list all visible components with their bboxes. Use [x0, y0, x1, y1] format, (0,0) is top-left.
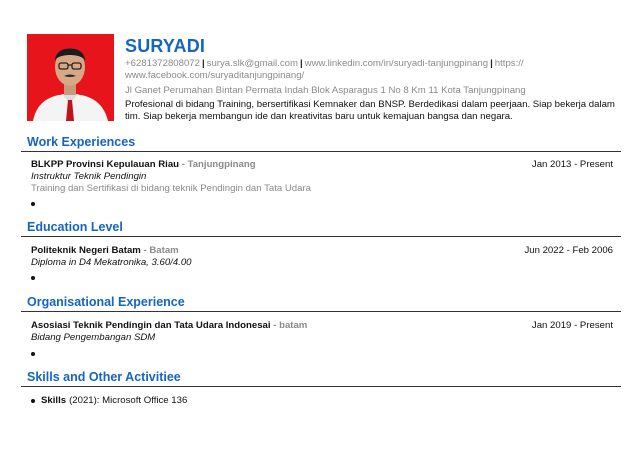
email-link[interactable]: surya.slk@gmail.com — [206, 58, 298, 69]
contact-line — [125, 58, 620, 82]
section-title-skills: Skills and Other Activitiee — [27, 370, 181, 384]
entry-header-row — [31, 320, 613, 332]
entry-org-line — [31, 245, 179, 257]
work-entry — [31, 159, 613, 195]
skill-item — [31, 395, 187, 406]
skill-label: Skills — [41, 395, 67, 406]
separator: | — [201, 58, 205, 69]
section-divider — [21, 386, 621, 387]
address: Jl Ganet Perumahan Bintan Permata Indah Blok Asparagus 1 No 8 Km 11 Kota Tanjungpinang — [125, 85, 526, 96]
separator: | — [490, 58, 493, 69]
entry-degree: Diploma in D4 Mekatronika, 3.60/4.00 — [31, 257, 192, 268]
entry-organization: Politeknik Negeri Batam — [31, 245, 141, 256]
entry-dates: Jan 2019 - Present — [531, 320, 613, 331]
phone-link[interactable]: +6281372808072 — [125, 58, 200, 69]
section-title-work: Work Experiences — [27, 135, 136, 149]
profile-summary: Profesional di bidang Training, bersertifikasi Kemnaker dan BNSP. Berdedikasi dalam peerjaan. Siap bekerja dalam tim. Siap bekerja membangun ide dan kreativitas baru untuk kemajuan bangsa dan negara. — [125, 99, 615, 122]
linkedin-link[interactable]: www.linkedin.com/in/suryadi-tanjungpinang — [304, 58, 489, 69]
skill-value: Microsoft Office 136 — [102, 395, 188, 406]
section-title-organisational: Organisational Experience — [27, 295, 185, 309]
entry-org-line — [31, 320, 307, 332]
entry-dates: Jun 2022 - Feb 2006 — [524, 245, 613, 256]
entry-dates: Jan 2013 - Present — [531, 159, 613, 170]
section-divider — [21, 311, 621, 312]
entry-location: - batam — [273, 320, 308, 331]
section-title-education: Education Level — [27, 220, 123, 234]
entry-header-row — [31, 159, 613, 171]
entry-role: Bidang Pengembangan SDM — [31, 332, 156, 343]
organisational-entry — [31, 320, 613, 344]
entry-org-line — [31, 159, 256, 171]
website-link-prefix[interactable]: https:// — [494, 58, 524, 69]
profile-photo — [27, 34, 114, 121]
bullet-point — [31, 276, 35, 280]
bullet-point — [31, 352, 35, 356]
entry-organization: BLKPP Provinsi Kepulauan Riau — [31, 159, 180, 170]
entry-description: Training dan Sertifikasi di bidang teknik Pendingin dan Tata Udara — [31, 183, 311, 194]
entry-header-row — [31, 245, 613, 257]
entry-location: - Batam — [143, 245, 179, 256]
section-divider — [21, 151, 621, 152]
skill-year: (2021): — [69, 395, 100, 406]
section-divider — [21, 236, 621, 237]
facebook-link[interactable]: www.facebook.com/suryaditanjungpinang/ — [125, 70, 305, 81]
bullet-point — [31, 202, 35, 206]
entry-organization: Asosiasi Teknik Pendingin dan Tata Udara Indonesai — [31, 320, 271, 331]
entry-role: Instruktur Teknik Pendingin — [31, 171, 147, 182]
bullet-point — [31, 399, 35, 403]
entry-location: - Tanjungpinang — [181, 159, 256, 170]
separator: | — [299, 58, 303, 69]
education-entry — [31, 245, 613, 269]
candidate-name: SURYADI — [125, 36, 206, 56]
